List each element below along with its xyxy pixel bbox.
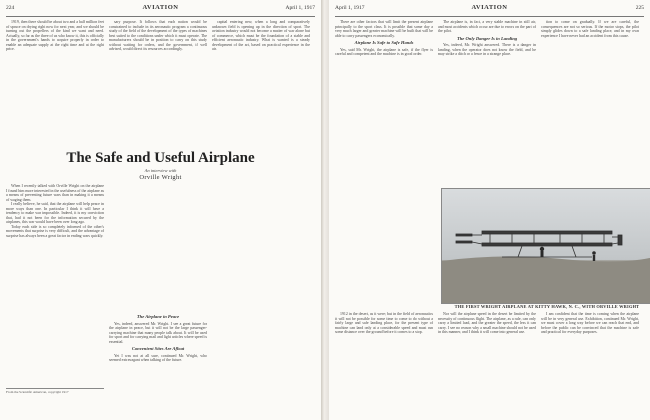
right-bottom-column xyxy=(335,312,433,416)
left-body-column-tail xyxy=(212,312,310,416)
paragraph: 1912 in the desert, as it were; but in the field of aeronautics it will not be possible for some time to come to do without a fairly large and safe landing place, for the present type of machine can land only at a considerable speed and must run some distance over the ground before it comes to a stop. xyxy=(335,312,433,335)
byline-intro: An interview with xyxy=(144,168,177,173)
historic-photograph xyxy=(441,188,650,304)
right-bottom-column xyxy=(541,312,639,416)
section-subhead: Airplane Is Safe to Safe Hands xyxy=(354,40,414,46)
article-title: The Safe and Useful Airplane xyxy=(66,150,255,166)
left-top-column xyxy=(212,20,310,144)
page-number: 225 xyxy=(635,5,644,11)
paragraph: I am confident that the time is coming when the airplane will be in very general use. Exhibition, continued Mr. Wright, we must cover a long way before we can reach that end, and before the public can be convinced that the machine is safe and practical for everyday purposes. xyxy=(541,312,639,335)
right-bottom-column xyxy=(438,312,536,416)
paragraph: Yes, indeed, answered Mr. Wright. I see a great future for the airplane in peace, but it will not be the large passenger-carrying machine that many people talk about. It will be used for sport and for carrying mail and light articles where speed is essential. xyxy=(109,321,207,344)
paragraph: capital entering new, when a long and comparatively unknown field is opening up in the direction of sport. The aviation industry would not become a matter of war alone but of commerce, which must be the foundation of a stable and efficient aeronautic industry. What is wanted is a steady development of the art, based on practical experience in the air. xyxy=(212,20,310,52)
left-top-column xyxy=(6,20,104,144)
right-top-column xyxy=(335,20,433,180)
airplane-photo-image xyxy=(442,189,650,303)
paragraph: When I recently talked with Orville Wright on the airplane I found him more interested in the usefulness of the airplane as a means of preventing future wars than in making it a means of waging them. xyxy=(6,184,104,202)
page-number: 224 xyxy=(6,5,15,11)
paragraph: Yet I was not at all sure, continued Mr. Wright, who seemed extravagant when talking of the future. xyxy=(109,353,207,363)
right-running-head xyxy=(335,4,644,17)
section-subhead: Convenient Sites Are Afloat xyxy=(131,346,185,352)
author-name: Orville Wright xyxy=(139,174,182,181)
paragraph: tion to come on gradually. If we are careful, the consequences are not so serious. If the motor stops, the pilot simply glides down to a safe landing place, and in my own experience I have never had an accident from this cause. xyxy=(541,20,639,38)
paragraph: 1919, then there should be about two and a half million feet of spruce on drying right now for next year, and we should be turning out the propellers of the kind we want and need. Actually, so far as the three of us who know it, this is officially in the government's hands to acquire properly in order to enable an adequate supply at the right time and at the right price. xyxy=(6,20,104,52)
journal-title: AVIATION xyxy=(471,4,508,11)
issue-date: April 1, 1917 xyxy=(285,5,315,11)
left-page xyxy=(0,0,321,420)
left-top-column xyxy=(109,20,207,144)
paragraph: There are other factors that will limit the present airplane principally to the sport class. It is possible that some day a very much larger and greater machine will be built that will be able to carry passengers economically. xyxy=(335,20,433,38)
paragraph: The airplane is, in fact, a very stable machine in still air, and most accidents which occur are due to errors on the part of the pilot. xyxy=(438,20,536,34)
right-top-column xyxy=(438,20,536,180)
paragraph: Nor will the airplane speed in the desert be limited by the necessity of continuous flight. The airplane, as a rule, can only carry a limited load, and the greater the speed, the less it can carry. I see no reason why a small machine should not be used in this manner, and I think it will come into general use. xyxy=(438,312,536,335)
section-subhead: The Only Danger Is in Landing xyxy=(456,35,518,41)
footnote: From the Scientific American, copyright 1917 xyxy=(6,388,104,394)
paragraph: sary purpose. It follows that each nation would be constrained to include in its aeronautic program a continuous study of the field of the development of the types of machines best suited to the conditions under which it must operate. The manufacturers should be in position to carry on this study without waiting for orders, and the government, if well advised, would direct its resources accordingly. xyxy=(109,20,207,52)
paragraph: Today each side is so completely informed of the other's movements that surprise is very difficult, and the advantage of surprise has always been a great factor in ending wars quickly. xyxy=(6,224,104,239)
left-running-head xyxy=(6,4,315,17)
journal-title: AVIATION xyxy=(142,4,179,11)
binding-gutter xyxy=(321,0,329,420)
section-subhead: The Airplane in Peace xyxy=(136,314,180,319)
left-body-column xyxy=(109,312,207,416)
photo-caption: THE FIRST WRIGHT AIRPLANE AT KITTY HAWK, N. C., WITH ORVILLE WRIGHT xyxy=(454,304,640,309)
right-top-column xyxy=(541,20,639,180)
issue-date: April 1, 1917 xyxy=(335,5,365,11)
paragraph: Yes, said Mr. Wright, the airplane is safe, if the flyer is careful and competent and the machine is in good order. xyxy=(335,47,433,57)
left-body-column xyxy=(6,184,104,384)
paragraph: Yes, indeed, Mr. Wright answered. There is a danger in landing, when the operator does not know the field, and he may strike a ditch or a fence in a strange place. xyxy=(438,43,536,57)
paragraph: I really believe, he said, that the airplane will help peace in more ways than one. In particular I think it will have a tendency to make war impossible. Indeed, it is my conviction that, had it not been for the information secured by the airplanes, this war would have been over long ago. xyxy=(6,202,104,225)
